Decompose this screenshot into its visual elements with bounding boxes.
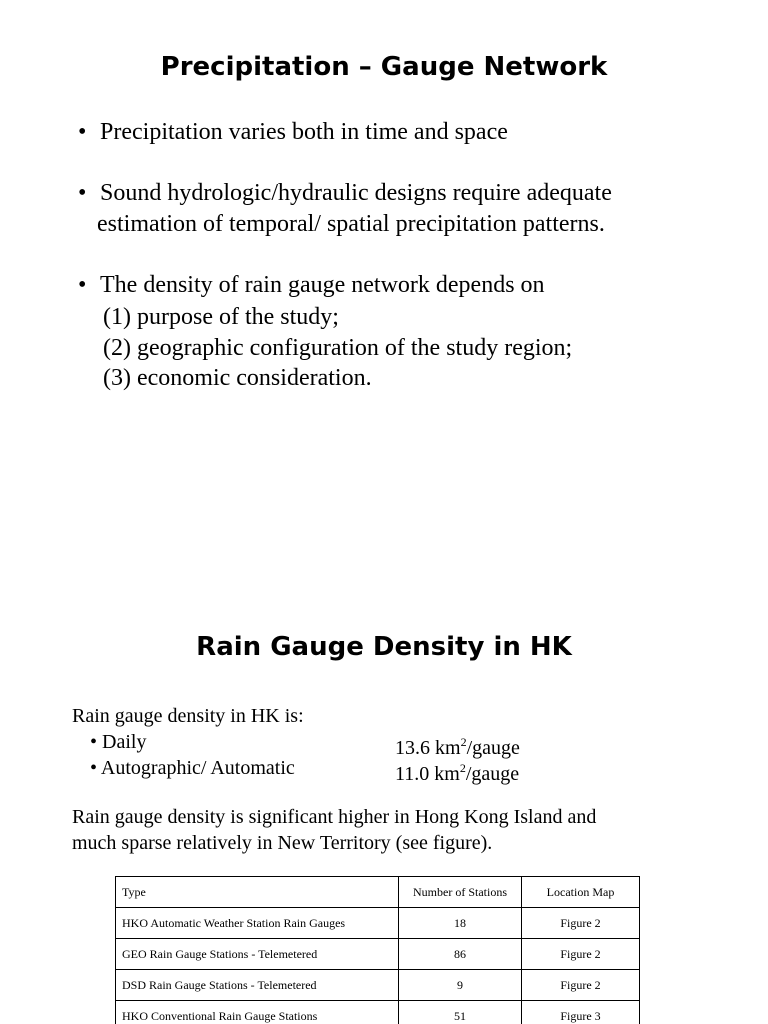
cell-type: GEO Rain Gauge Stations - Telemetered xyxy=(116,939,399,970)
bullet-3-item-3: (3) economic consideration. xyxy=(103,365,372,391)
density-note-line-1: Rain gauge density is significant higher in Hong Kong Island and xyxy=(72,806,597,828)
cell-map: Figure 3 xyxy=(522,1001,640,1024)
cell-map: Figure 2 xyxy=(522,970,640,1001)
bullet-3-item-1: (1) purpose of the study; xyxy=(103,304,339,330)
cell-number: 9 xyxy=(399,970,522,1001)
table-row xyxy=(116,970,640,1001)
bullet-3-item-2: (2) geographic configuration of the study region; xyxy=(103,335,573,361)
bullet-dot: • xyxy=(78,119,87,145)
cell-type: DSD Rain Gauge Stations - Telemetered xyxy=(116,970,399,1001)
cell-number: 86 xyxy=(399,939,522,970)
cell-type: HKO Automatic Weather Station Rain Gauges xyxy=(116,908,399,939)
table-row xyxy=(116,939,640,970)
bullet-1-line-1: • Precipitation varies both in time and space xyxy=(78,119,508,145)
bullet-2-line-2: estimation of temporal/ spatial precipitation patterns. xyxy=(97,211,605,237)
bullet-2-line-1: • Sound hydrologic/hydraulic designs require adequate xyxy=(78,180,612,206)
slide2-title: Rain Gauge Density in HK xyxy=(196,632,572,662)
table-row xyxy=(116,1001,640,1024)
table-header-row xyxy=(116,877,640,908)
cell-map: Figure 2 xyxy=(522,908,640,939)
cell-number: 18 xyxy=(399,908,522,939)
header-number-of-stations: Number of Stations xyxy=(399,877,522,908)
header-location-map: Location Map xyxy=(522,877,640,908)
cell-type: HKO Conventional Rain Gauge Stations xyxy=(116,1001,399,1024)
slide1-title: Precipitation – Gauge Network xyxy=(160,52,608,82)
bullet-dot: • xyxy=(78,272,87,298)
header-type: Type xyxy=(116,877,399,908)
bullet-3-line-1: • The density of rain gauge network depends on xyxy=(78,272,545,298)
rain-gauge-table xyxy=(115,876,640,1024)
cell-number: 51 xyxy=(399,1001,522,1024)
cell-map: Figure 2 xyxy=(522,939,640,970)
bullet-dot: • xyxy=(78,180,87,206)
density-note-line-2: much sparse relatively in New Territory (see figure). xyxy=(72,832,493,854)
table-row xyxy=(116,908,640,939)
density-intro: Rain gauge density in HK is: xyxy=(72,705,304,727)
